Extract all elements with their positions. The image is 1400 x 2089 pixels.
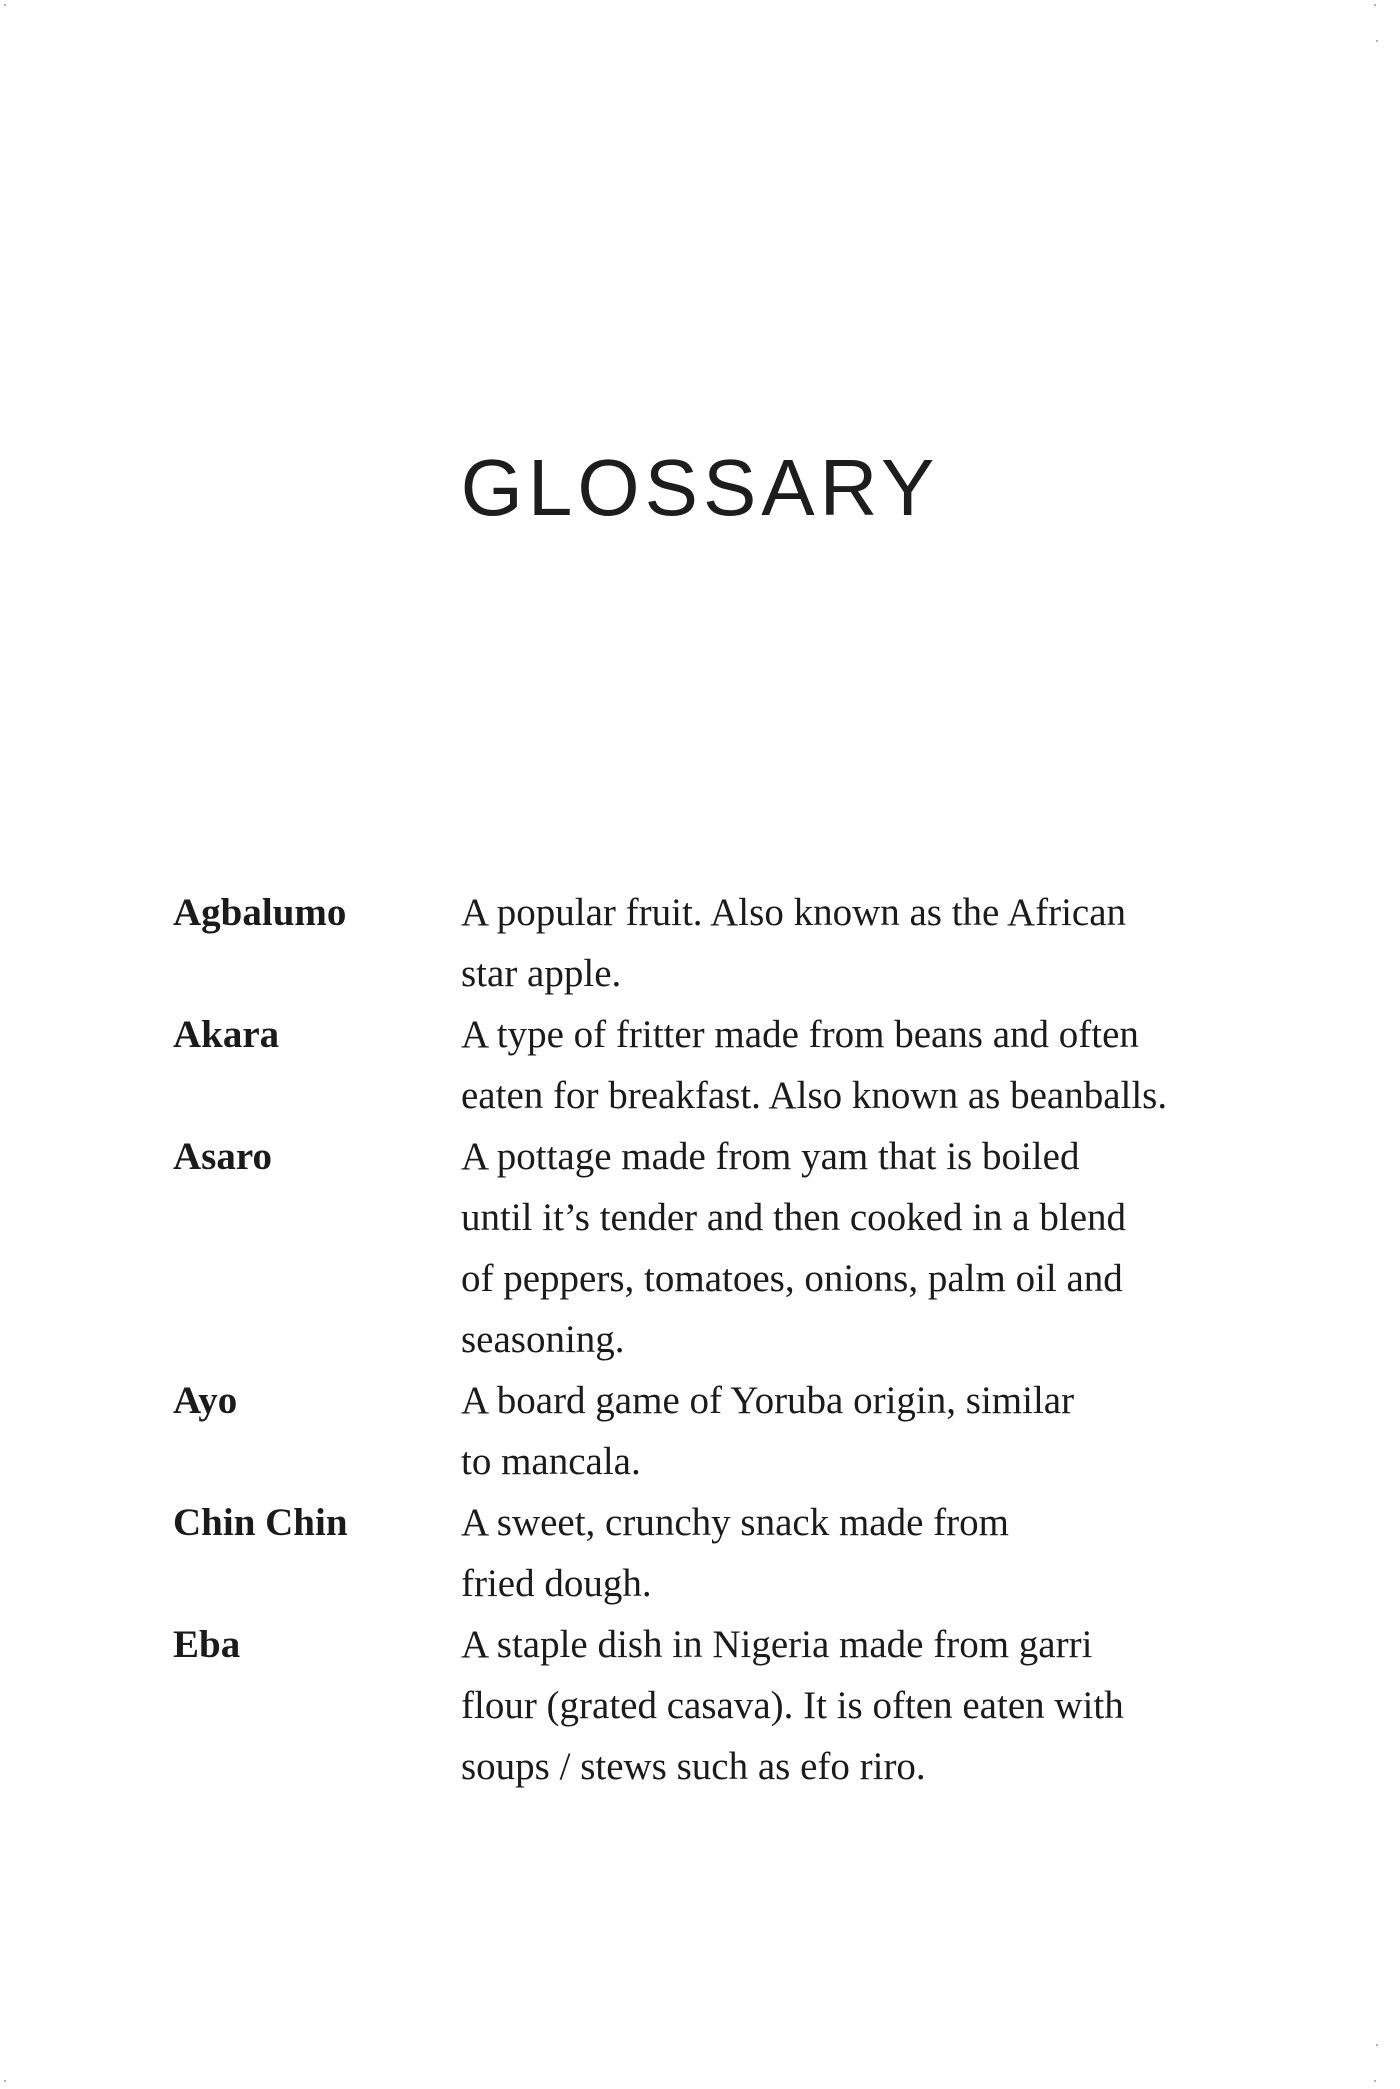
glossary-list (173, 882, 1233, 1797)
definition-line: A board game of Yoruba origin, similar (461, 1379, 1075, 1422)
definition-line: until it’s tender and then cooked in a blend (461, 1196, 1126, 1239)
glossary-definition (461, 882, 1233, 1004)
crop-mark-top-right-inner (1376, 40, 1378, 42)
glossary-definition (461, 1126, 1233, 1370)
glossary-entry (173, 1614, 1233, 1797)
definition-line: to mancala. (461, 1440, 641, 1483)
definition-line: soups / stews such as efo riro. (461, 1745, 926, 1788)
crop-mark-top-right (1374, 4, 1376, 6)
glossary-entry (173, 882, 1233, 1004)
definition-line: A sweet, crunchy snack made from (461, 1501, 1009, 1544)
definition-line: fried dough. (461, 1562, 652, 1605)
glossary-term: Akara (173, 1013, 280, 1056)
glossary-term: Eba (173, 1623, 241, 1666)
definition-line: A pottage made from yam that is boiled (461, 1135, 1080, 1178)
crop-mark-bottom-right-inner (1376, 2044, 1378, 2046)
definition-line: star apple. (461, 952, 622, 995)
definition-line: A staple dish in Nigeria made from garri (461, 1623, 1093, 1666)
glossary-term: Chin Chin (173, 1501, 348, 1544)
crop-mark-top-left (4, 4, 6, 6)
glossary-entry (173, 1004, 1233, 1126)
glossary-entry (173, 1126, 1233, 1370)
glossary-term: Ayo (173, 1379, 238, 1422)
definition-line: seasoning. (461, 1318, 625, 1361)
definition-line: of peppers, tomatoes, onions, palm oil and (461, 1257, 1123, 1300)
definition-line: A popular fruit. Also known as the African (461, 891, 1127, 934)
crop-mark-bottom-right (1374, 2080, 1376, 2082)
crop-mark-bottom-left (4, 2080, 6, 2082)
definition-line: flour (grated casava). It is often eaten with (461, 1684, 1124, 1727)
definition-line: A type of fritter made from beans and often (461, 1013, 1139, 1056)
page-title: GLOSSARY (460, 443, 940, 532)
glossary-term: Agbalumo (173, 891, 347, 934)
glossary-definition (461, 1492, 1233, 1614)
glossary-entry (173, 1492, 1233, 1614)
glossary-definition (461, 1614, 1233, 1797)
glossary-term: Asaro (173, 1135, 272, 1178)
glossary-definition (461, 1004, 1233, 1126)
definition-line: eaten for breakfast. Also known as beanballs. (461, 1074, 1168, 1117)
glossary-entry (173, 1370, 1233, 1492)
glossary-definition (461, 1370, 1233, 1492)
